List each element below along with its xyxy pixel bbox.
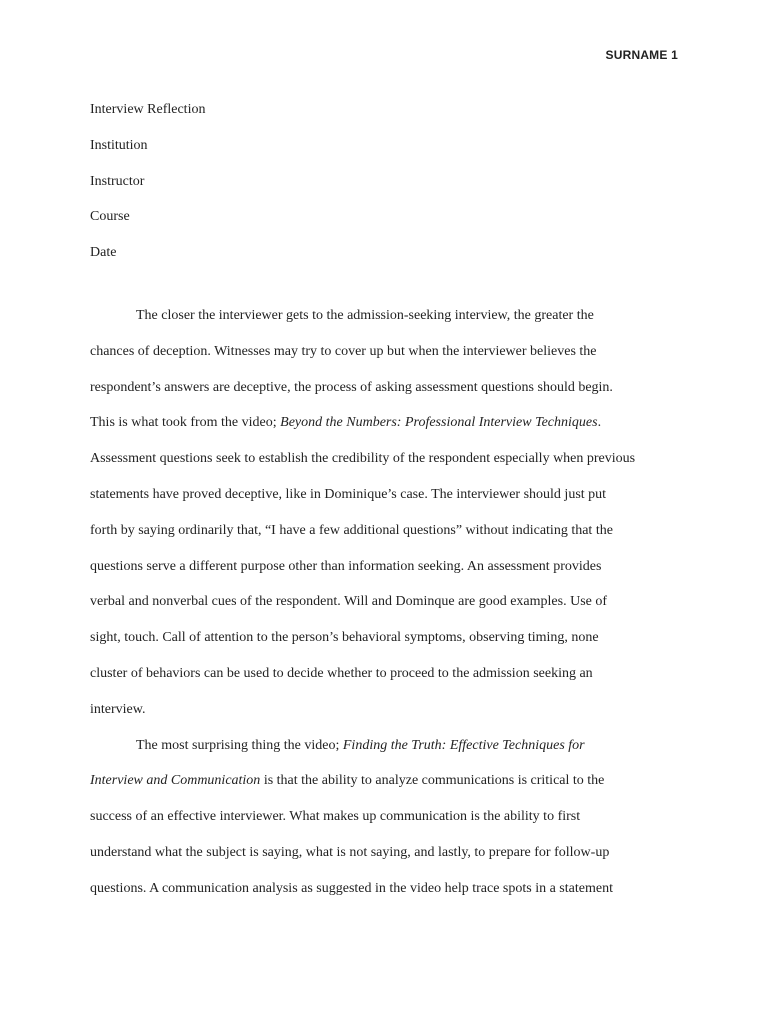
paragraph1-line: The closer the interviewer gets to the admission-seeking interview, the greater the [136, 308, 594, 323]
paragraph1-line: interview. [90, 701, 146, 717]
paragraph1-line: cluster of behaviors can be used to decide whether to proceed to the admission seeking an [90, 665, 593, 681]
paragraph1-line: chances of deception. Witnesses may try to cover up but when the interviewer believes the [90, 343, 597, 359]
institution-line: Institution [90, 137, 148, 153]
paragraph2-line: success of an effective interviewer. What makes up communication is the ability to first [90, 809, 581, 825]
paragraph2-line [90, 728, 680, 764]
paragraph2-line: understand what the subject is saying, what is not saying, and lastly, to prepare for follow-up [90, 844, 610, 860]
text-run: is that the ability to analyze communications is critical to the [260, 773, 605, 789]
paragraph2-line: questions. A communication analysis as suggested in the video help trace spots in a statement [90, 880, 613, 896]
instructor-line: Instructor [90, 173, 145, 189]
text-run: The most surprising thing the video; [136, 737, 343, 753]
paper-title: Interview Reflection [90, 102, 206, 117]
paragraph1-line: questions serve a different purpose other than information seeking. An assessment provides [90, 558, 602, 574]
course-line: Course [90, 209, 130, 225]
date-line: Date [90, 245, 117, 261]
running-head: SURNAME 1 [605, 48, 678, 62]
paragraph1-line: respondent’s answers are deceptive, the process of asking assessment questions should begin. [90, 379, 613, 395]
paragraph1-line: Assessment questions seek to establish the credibility of the respondent especially when previous [90, 451, 636, 467]
text-run: . [597, 415, 602, 431]
title-block [90, 92, 680, 271]
video-title-2: Finding the Truth: Effective Techniques for [342, 737, 585, 753]
paragraph1-line: sight, touch. Call of attention to the person’s behavioral symptoms, observing timing, none [90, 630, 599, 646]
paragraph2-line [90, 763, 680, 799]
video-title-1: Beyond the Numbers: Professional Interview Techniques [280, 415, 598, 431]
paragraph1-line: statements have proved deceptive, like in Dominique’s case. The interviewer should just put [90, 486, 607, 502]
paragraph1-line: verbal and nonverbal cues of the respondent. Will and Dominque are good examples. Use of [90, 594, 608, 610]
video-title-2-cont: Interview and Communication [90, 773, 261, 789]
paragraph1-line: forth by saying ordinarily that, “I have a few additional questions” without indicating that the [90, 522, 613, 538]
paragraph1-line [90, 405, 680, 441]
body-text [90, 298, 680, 907]
text-run: This is what took from the video; [90, 415, 281, 431]
